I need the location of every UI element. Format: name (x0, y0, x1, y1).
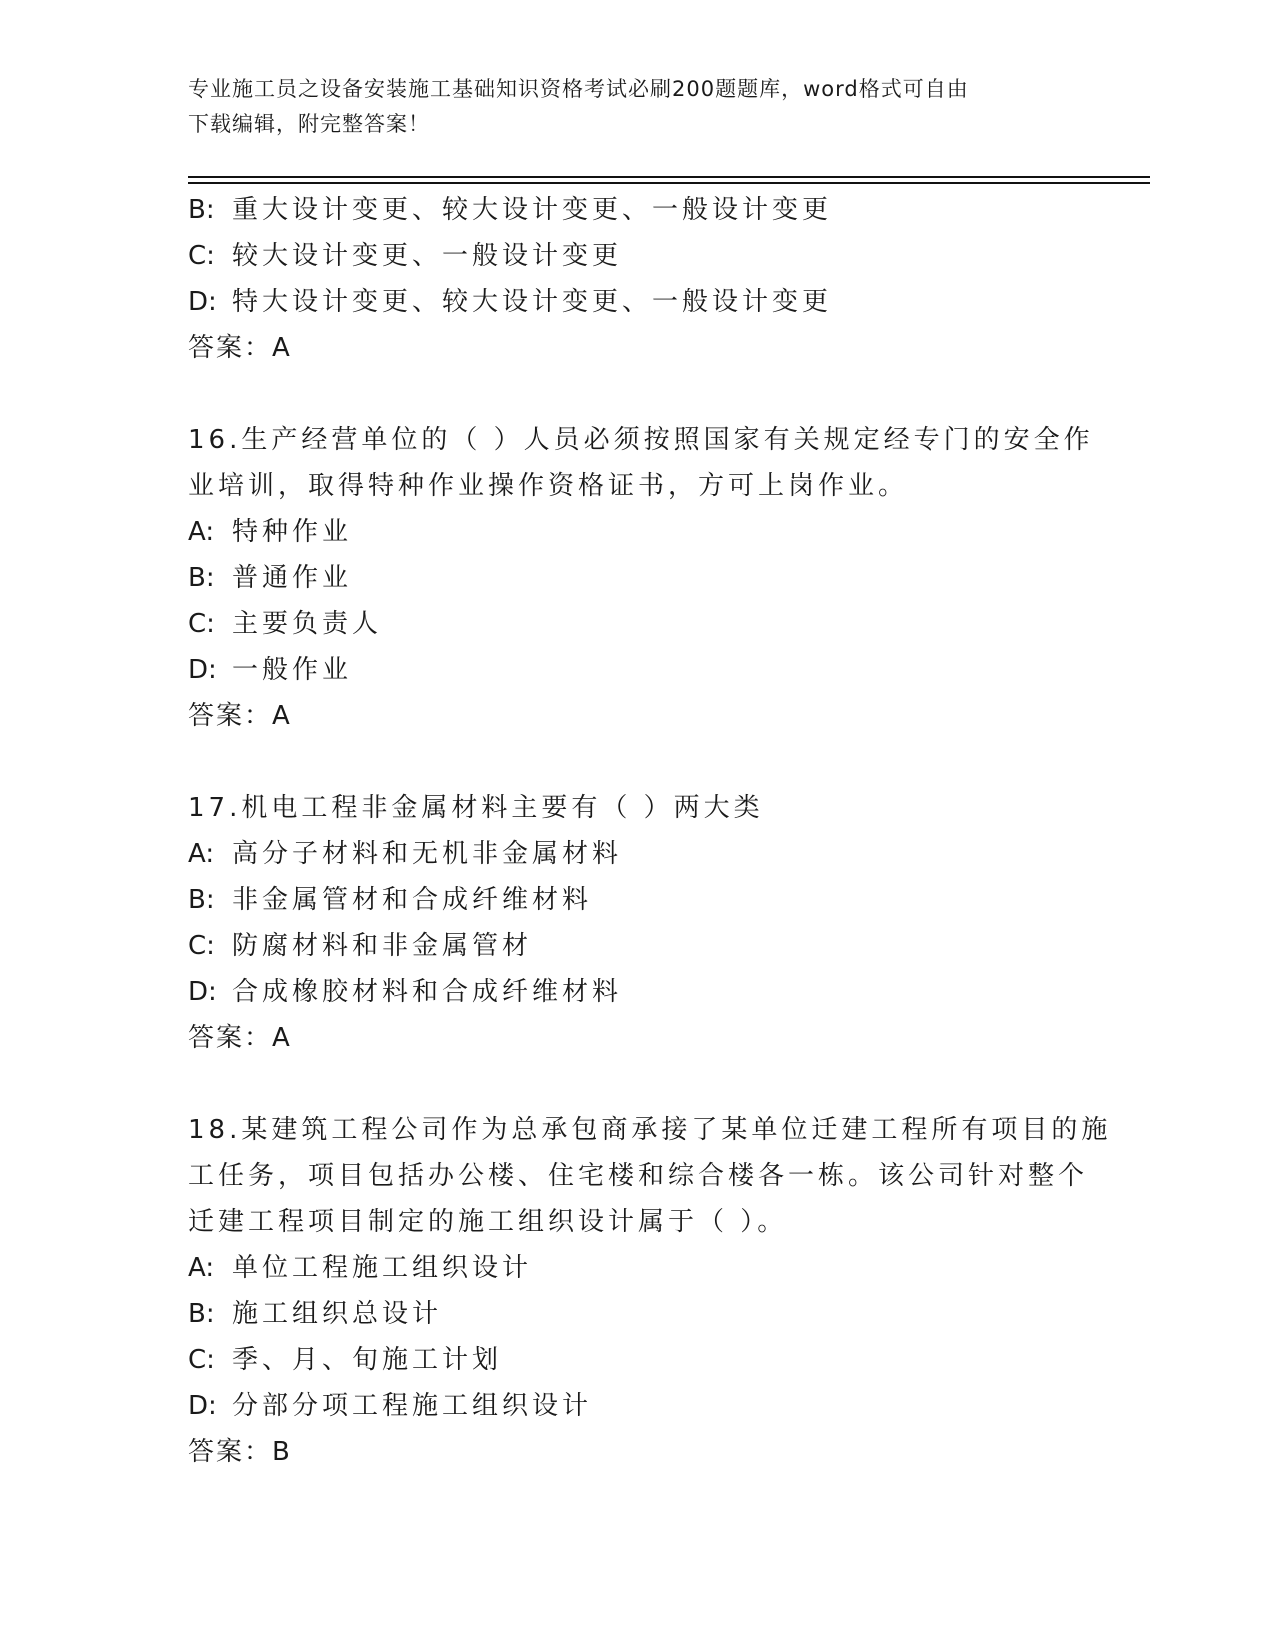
option-d (188, 647, 1088, 693)
option-b (188, 1291, 1088, 1337)
option-text: 较大设计变更、一般设计变更 (232, 241, 623, 271)
header-divider-top (188, 176, 1150, 178)
option-b (188, 877, 1088, 923)
option-d (188, 1383, 1088, 1429)
option-c (188, 1337, 1088, 1383)
option-letter: C: (188, 931, 215, 961)
option-letter: D: (188, 655, 217, 685)
option-letter: D: (188, 977, 217, 1007)
option-letter: A: (188, 517, 215, 547)
option-text: 分部分项工程施工组织设计 (232, 1391, 593, 1421)
option-text: 一般作业 (232, 655, 353, 685)
option-text: 高分子材料和无机非金属材料 (232, 839, 623, 869)
header-line-2: 下载编辑，附完整答案！ (188, 112, 430, 136)
option-letter: D: (188, 1391, 217, 1421)
document-body (188, 187, 1112, 1475)
option-d (188, 279, 1088, 325)
question-16 (188, 417, 1094, 739)
question-stem-line: 16.生产经营单位的（ ）人员必须按照国家有关规定经专门的安全作 (188, 425, 1094, 455)
question-stem-line: 工任务，项目包括办公楼、住宅楼和综合楼各一栋。该公司针对整个 (188, 1161, 1089, 1191)
option-text: 特种作业 (232, 517, 353, 547)
question-stem-line: 17.机电工程非金属材料主要有（ ）两大类 (188, 793, 764, 823)
option-b (188, 187, 1088, 233)
question-15-continued (188, 187, 1088, 371)
option-text: 特大设计变更、较大设计变更、一般设计变更 (232, 287, 833, 317)
option-letter: B: (188, 563, 215, 593)
option-text: 季、月、旬施工计划 (232, 1345, 503, 1375)
header-divider-bottom (188, 182, 1150, 184)
option-letter: A: (188, 1253, 215, 1283)
question-stem-line: 18.某建筑工程公司作为总承包商承接了某单位迁建工程所有项目的施 (188, 1115, 1112, 1145)
option-text: 普通作业 (232, 563, 353, 593)
spacer (188, 1061, 1088, 1107)
option-c (188, 923, 1088, 969)
question-17 (188, 785, 1088, 1061)
option-letter: B: (188, 1299, 215, 1329)
option-letter: C: (188, 1345, 215, 1375)
option-letter: A: (188, 839, 215, 869)
option-text: 施工组织总设计 (232, 1299, 443, 1329)
header-line-1: 专业施工员之设备安装施工基础知识资格考试必刷200题题库，word格式可自由 (188, 77, 969, 101)
spacer (188, 371, 1088, 417)
option-b (188, 555, 1088, 601)
option-letter: B: (188, 195, 215, 225)
option-text: 重大设计变更、较大设计变更、一般设计变更 (232, 195, 833, 225)
option-text: 单位工程施工组织设计 (232, 1253, 533, 1283)
question-stem-line: 迁建工程项目制定的施工组织设计属于（ ）。 (188, 1207, 788, 1237)
question-stem-line: 业培训，取得特种作业操作资格证书，方可上岗作业。 (188, 471, 909, 501)
option-text: 主要负责人 (232, 609, 383, 639)
option-a (188, 831, 1088, 877)
option-c (188, 233, 1088, 279)
option-letter: C: (188, 609, 215, 639)
answer-line: 答案：A (188, 333, 292, 363)
option-text: 合成橡胶材料和合成纤维材料 (232, 977, 623, 1007)
option-letter: C: (188, 241, 215, 271)
document-header (188, 72, 1088, 142)
spacer (188, 739, 1088, 785)
answer-line: 答案：A (188, 701, 292, 731)
option-a (188, 509, 1088, 555)
option-a (188, 1245, 1088, 1291)
option-d (188, 969, 1088, 1015)
option-c (188, 601, 1088, 647)
answer-line: 答案：B (188, 1437, 292, 1467)
answer-line: 答案：A (188, 1023, 292, 1053)
question-18 (188, 1107, 1112, 1475)
option-letter: B: (188, 885, 215, 915)
option-letter: D: (188, 287, 217, 317)
option-text: 防腐材料和非金属管材 (232, 931, 533, 961)
option-text: 非金属管材和合成纤维材料 (232, 885, 593, 915)
